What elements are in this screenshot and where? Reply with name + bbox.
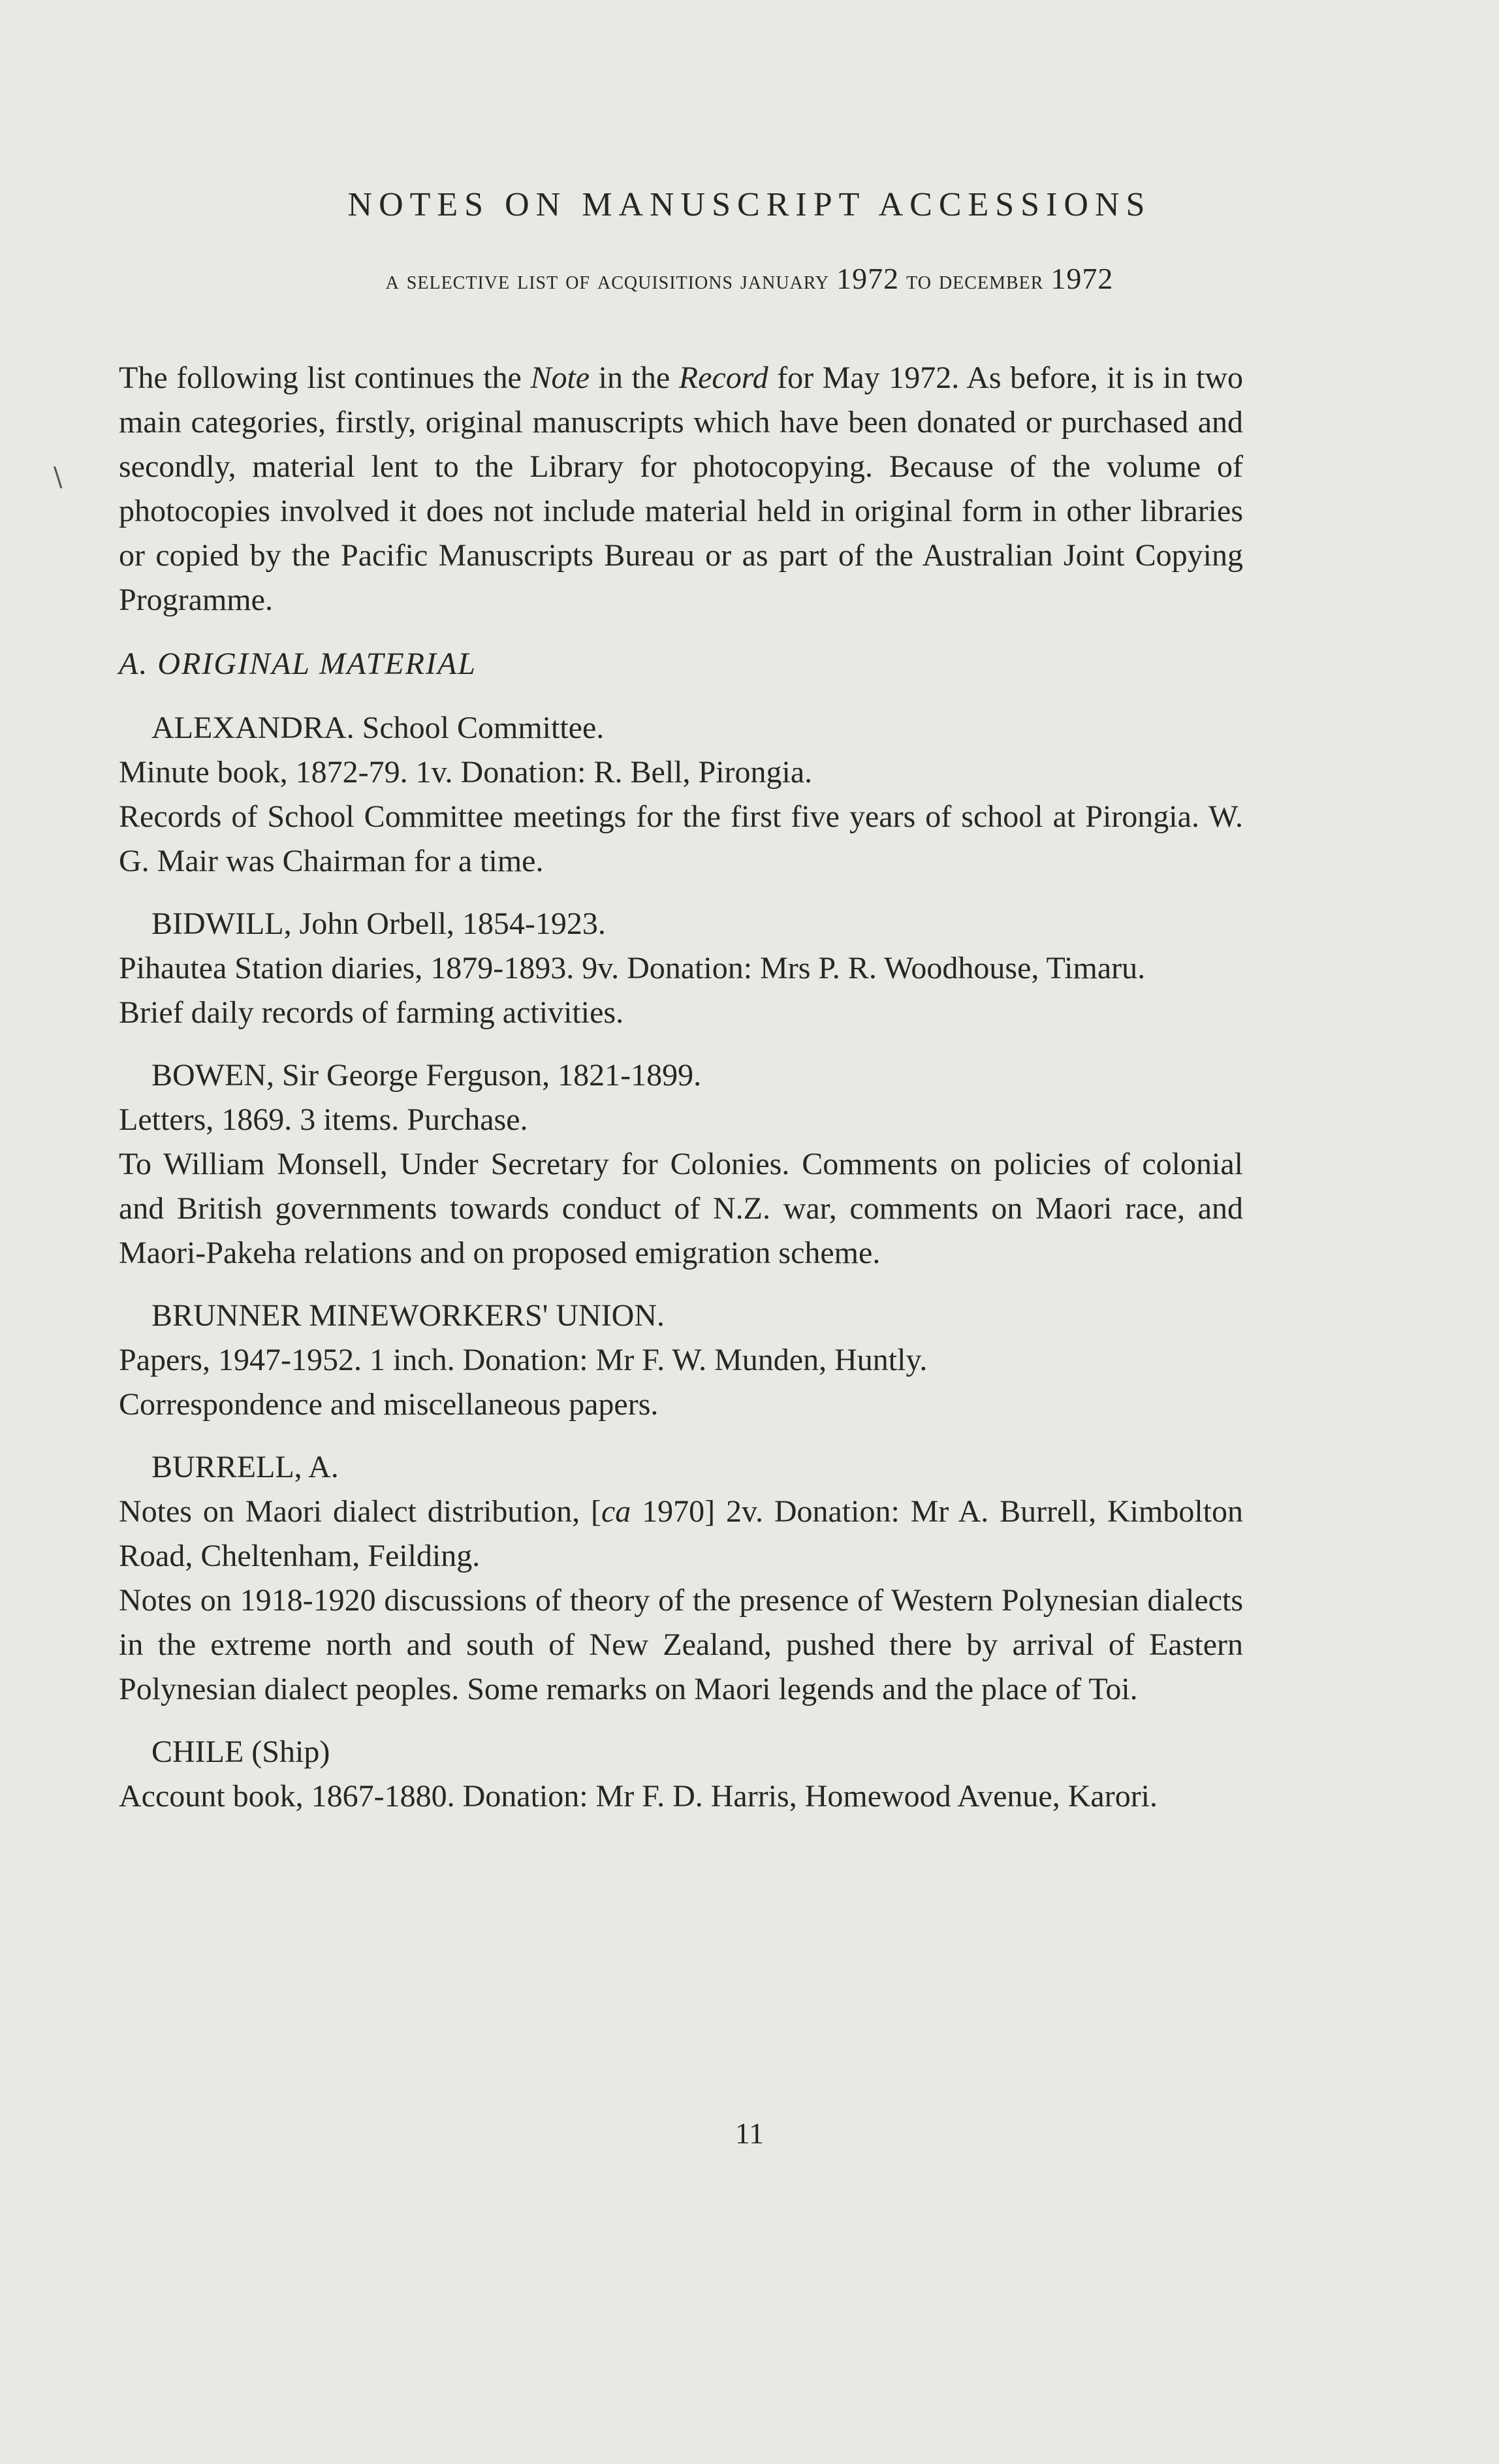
subtitle-year-start: 1972 [836, 262, 900, 295]
entry-details [119, 1490, 1243, 1578]
intro-text-1: The following list continues the [119, 360, 531, 395]
entry-burrell [119, 1445, 1243, 1712]
intro-text-2: in the [590, 360, 679, 395]
intro-note: Note [530, 360, 590, 395]
entry-name: BURRELL, A. [151, 1450, 339, 1484]
entry-bidwill [119, 902, 1243, 1035]
page-number: 11 [734, 2117, 765, 2150]
intro-text-3: for May 1972. As before, it is in two main categories, firstly, original manuscripts which have been donated or purchased and secondly, material lent to the Library for photocopying. Because of the volume of photocopies involved it does not include material held in original form in other libraries or copied by the Pacific Manuscripts Bureau or as part of the Australian Joint Copying Programme. [119, 360, 1244, 617]
entry-details: Papers, 1947-1952. 1 inch. Donation: Mr F. W. Munden, Huntly. [119, 1343, 928, 1377]
entry-bowen [119, 1053, 1243, 1275]
intro-paragraph [119, 356, 1243, 622]
subtitle-year-end: 1972 [1050, 262, 1114, 295]
subtitle-prefix: a selective list of acquisitions january [385, 265, 830, 295]
entry-details: Account book, 1867-1880. Donation: Mr F. D. Harris, Homewood Avenue, Karori. [119, 1779, 1158, 1814]
entry-description: To William Monsell, Under Secretary for Colonies. Comments on policies of colonial and British governments towards conduct of N.Z. war, comments on Maori race, and Maori-Pakeha relations and on proposed emigration scheme. [119, 1147, 1243, 1270]
entry-details: Minute book, 1872-79. 1v. Donation: R. Bell, Pirongia. [119, 755, 813, 790]
margin-mark: \ [54, 462, 63, 492]
intro-record: Record [678, 360, 768, 395]
entry-name: CHILE (Ship) [151, 1735, 330, 1769]
page-subtitle [0, 261, 1499, 296]
entry-details-text-2: 1970] 2v. Donation: Mr A. Burrell, Kimbolton Road, Cheltenham, Feilding. [119, 1494, 1243, 1573]
entry-chile [119, 1730, 1243, 1819]
entry-details-ca: ca [601, 1494, 631, 1529]
entry-name: BIDWILL, John Orbell, 1854-1923. [151, 906, 606, 941]
entry-name: ALEXANDRA. School Committee. [151, 711, 605, 745]
entry-description: Correspondence and miscellaneous papers. [119, 1387, 659, 1422]
entry-description: Brief daily records of farming activities. [119, 995, 624, 1030]
entry-details: Letters, 1869. 3 items. Purchase. [119, 1102, 528, 1137]
page-title: NOTES ON MANUSCRIPT ACCESSIONS [347, 186, 1152, 223]
entry-description: Records of School Committee meetings for the first five years of school at Pirongia. W. G. Mair was Chairman for a time. [119, 799, 1243, 878]
entry-description: Notes on 1918-1920 discussions of theory of the presence of Western Polynesian dialects in the extreme north and south of New Zealand, pushed there by arrival of Eastern Polynesian dialect peoples. Some remarks on Maori legends and the place of Toi. [119, 1583, 1243, 1706]
entry-brunner [119, 1294, 1243, 1427]
entry-name: BOWEN, Sir George Ferguson, 1821-1899. [151, 1058, 702, 1093]
entry-name: BRUNNER MINEWORKERS' UNION. [151, 1298, 665, 1333]
subtitle-mid: to december [906, 265, 1044, 295]
section-title: A. ORIGINAL MATERIAL [119, 647, 477, 681]
entry-details: Pihautea Station diaries, 1879-1893. 9v. Donation: Mrs P. R. Woodhouse, Timaru. [119, 951, 1146, 985]
main-content [119, 356, 1243, 1837]
entry-alexandra [119, 706, 1243, 884]
entry-details-text-1: Notes on Maori dialect distribution, [ [119, 1494, 601, 1529]
